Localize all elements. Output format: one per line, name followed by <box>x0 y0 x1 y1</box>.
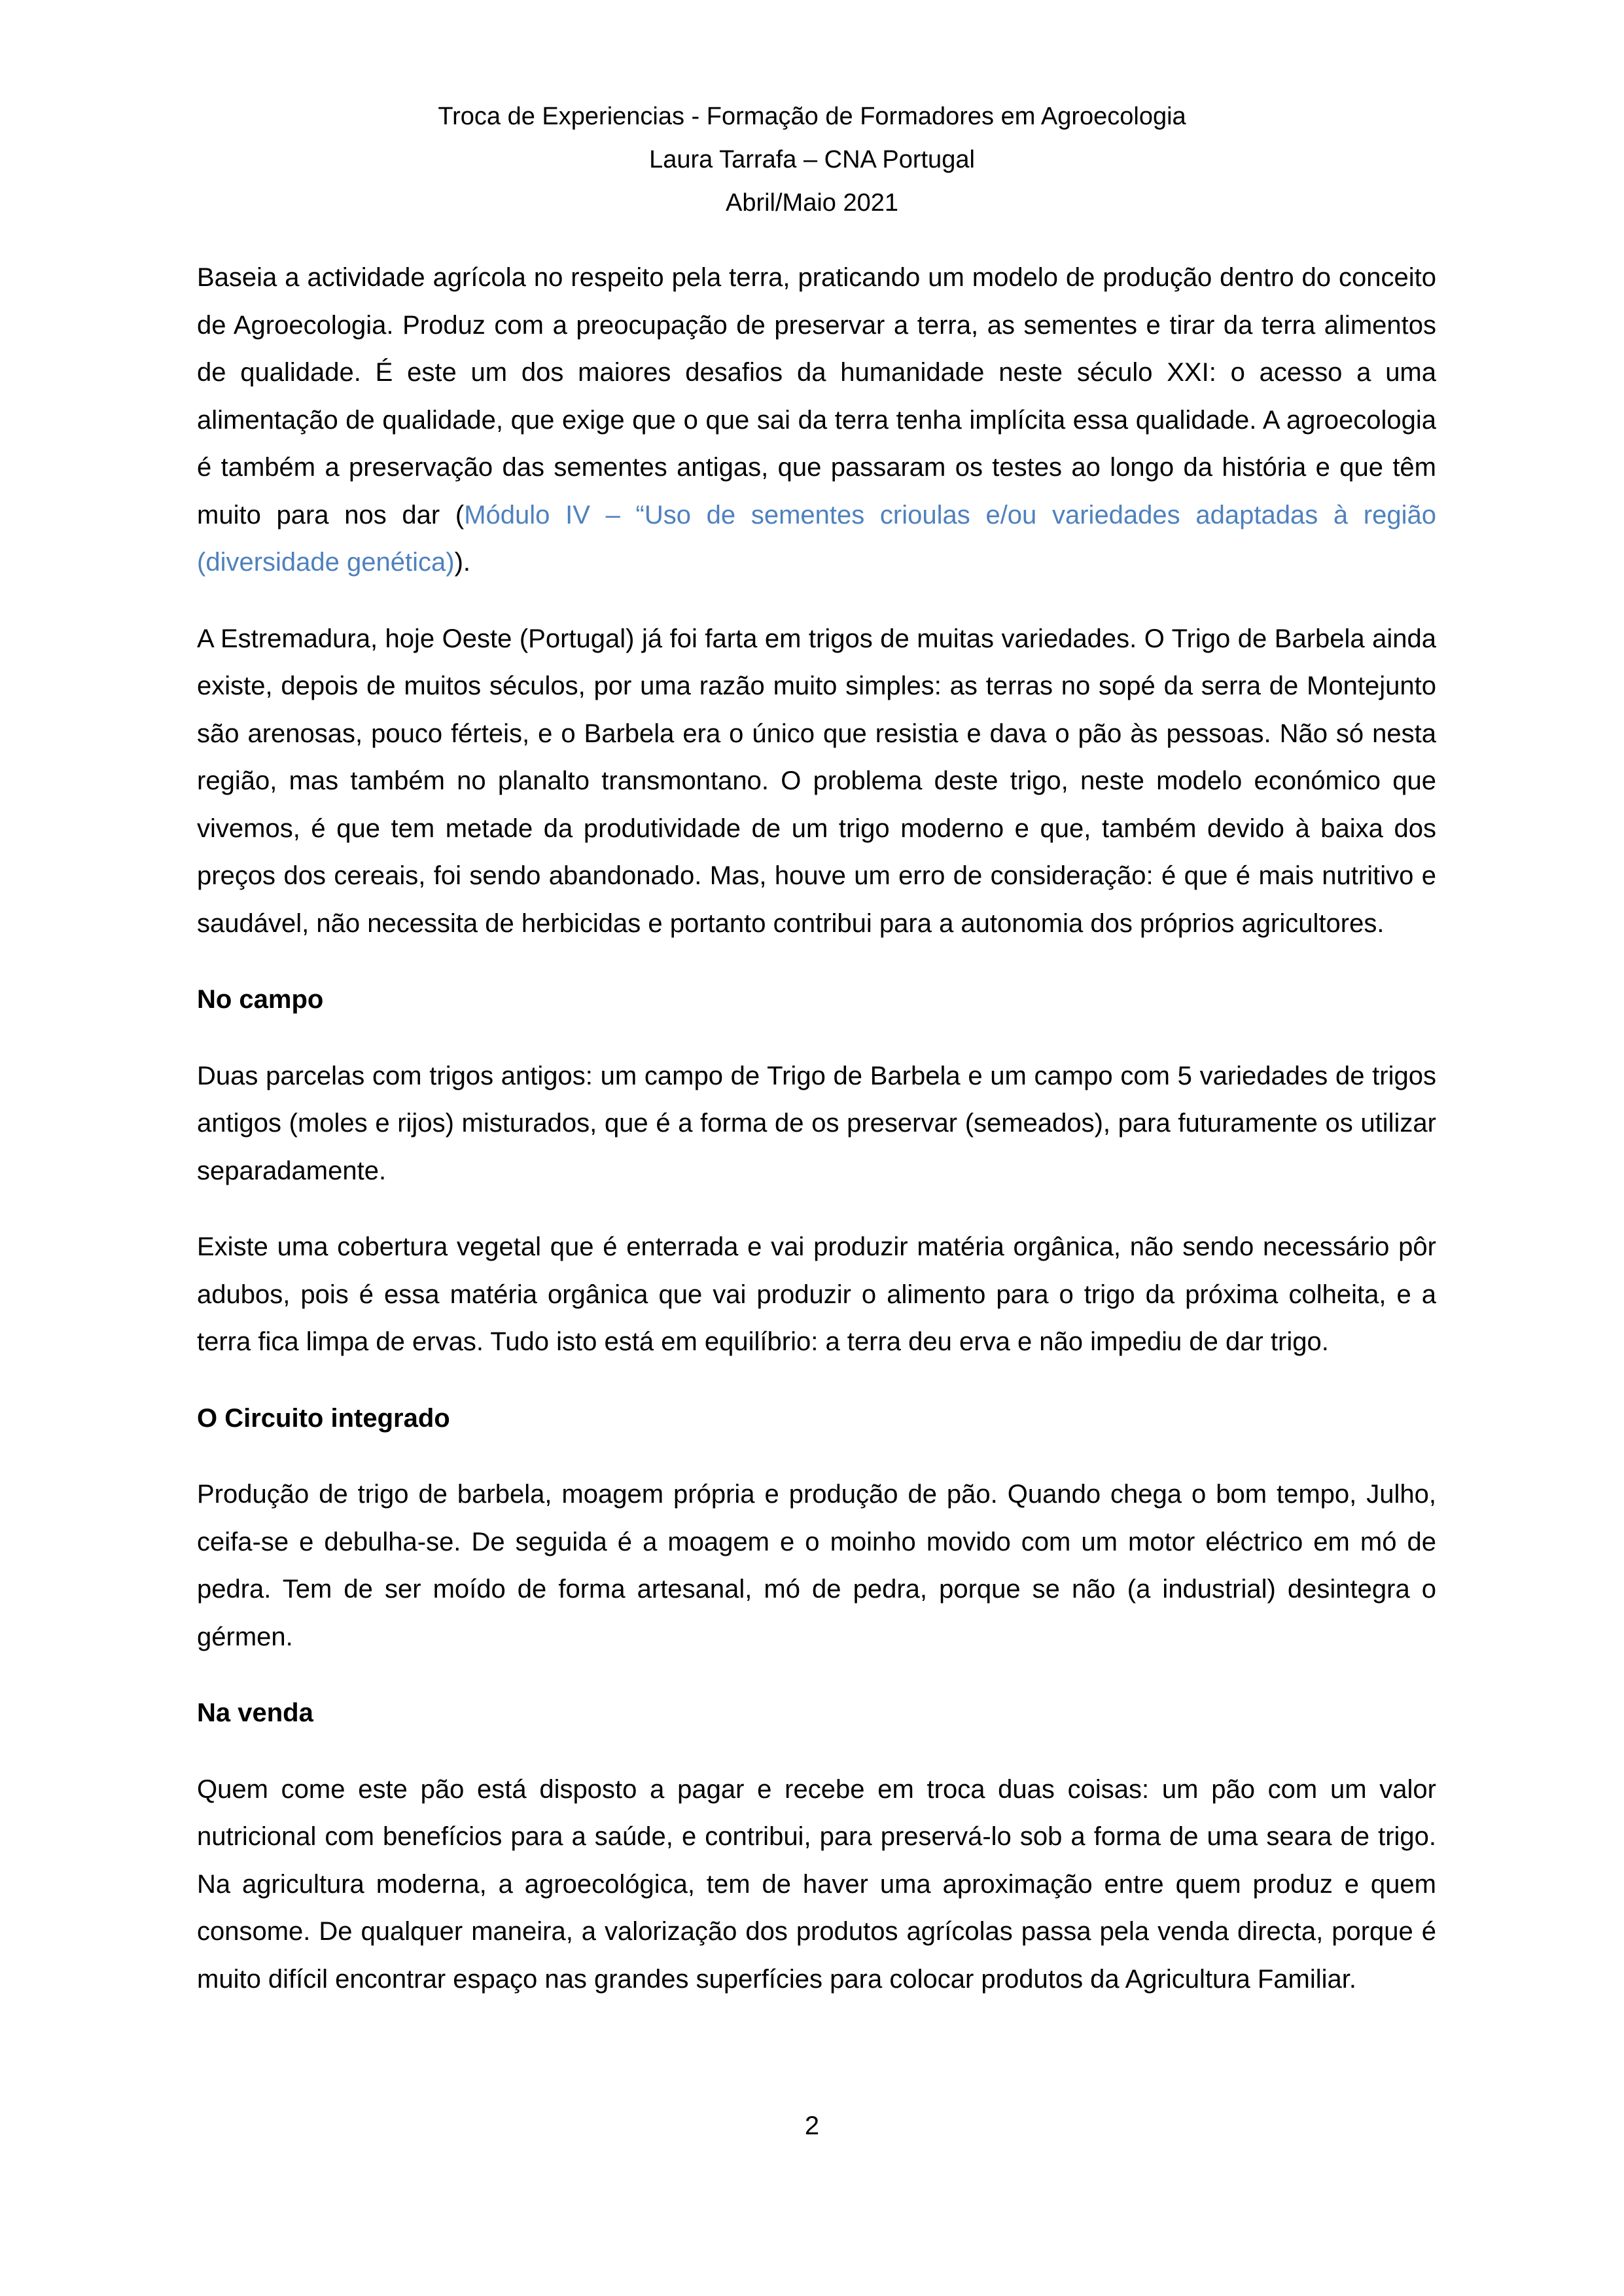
module-link[interactable]: Módulo IV – “Uso de sementes crioulas e/ou variedades adaptadas à região (diversidade genética) <box>197 500 1436 577</box>
paragraph-intro <box>197 254 1436 586</box>
section-paragraph: Quem come este pão está disposto a pagar e recebe em troca duas coisas: um pão com um valor nutricional com benefícios para a saúde, e contribui, para preservá-lo sob a forma de uma seara de trigo. Na agricultura moderna, a agroecológica, tem de haver uma aproximação entre quem produz e quem consome. De qualquer maneira, a valorização dos produtos agrícolas passa pela venda directa, porque é muito difícil encontrar espaço nas grandes superfícies para colocar produtos da Agricultura Familiar. <box>197 1774 1436 1994</box>
paragraph-intro-text: Baseia a actividade agrícola no respeito pela terra, praticando um modelo de produção dentro do conceito de Agroecologia. Produz com a preocupação de preservar a terra, as sementes e tirar da terra alimentos de qualidade. É este um dos maiores desafios da humanidade neste século XXI: o acesso a uma alimentação de qualidade, que exige que o que sai da terra tenha implícita essa qualidade. A agroecologia é também a preservação das sementes antigas, que passaram os testes ao longo da história e que têm muito para nos dar ( <box>197 263 1436 529</box>
document-date: Abril/Maio 2021 <box>725 189 899 217</box>
page-header <box>0 95 1624 224</box>
section-heading-na-venda: Na venda <box>197 1698 313 1727</box>
section-paragraph: Produção de trigo de barbela, moagem própria e produção de pão. Quando chega o bom tempo, Julho, ceifa-se e debulha-se. De seguida é a moagem e o moinho movido com um motor eléctrico em mó de pedra. Tem de ser moído de forma artesanal, mó de pedra, porque se não (a industrial) desintegra o gérmen. <box>197 1480 1436 1651</box>
section-paragraph: Duas parcelas com trigos antigos: um campo de Trigo de Barbela e um campo com 5 variedades de trigos antigos (moles e rijos) misturados, que é a forma de os preservar (semeados), para futuramente os utilizar separadamente. <box>197 1061 1436 1185</box>
paragraph-intro-end: ). <box>454 548 470 577</box>
document-body <box>197 254 1436 2032</box>
section-heading-circuito-integrado: O Circuito integrado <box>197 1403 450 1433</box>
section-paragraph: Existe uma cobertura vegetal que é enterrada e vai produzir matéria orgânica, não sendo necessário pôr adubos, pois é essa matéria orgânica que vai produzir o alimento para o trigo da próxima colheita, e a terra fica limpa de ervas. Tudo isto está em equilíbrio: a terra deu erva e não impediu de dar trigo. <box>197 1232 1436 1356</box>
document-title: Troca de Experiencias - Formação de Formadores em Agroecologia <box>438 103 1186 130</box>
page-number: 2 <box>804 2111 820 2140</box>
document-author: Laura Tarrafa – CNA Portugal <box>649 146 975 173</box>
section-heading-no-campo: No campo <box>197 985 324 1014</box>
paragraph-estremadura: A Estremadura, hoje Oeste (Portugal) já foi farta em trigos de muitas variedades. O Trigo de Barbela ainda existe, depois de muitos séculos, por uma razão muito simples: as terras no sopé da serra de Montejunto são arenosas, pouco férteis, e o Barbela era o único que resistia e dava o pão às pessoas. Não só nesta região, mas também no planalto transmontano. O problema deste trigo, neste modelo económico que vivemos, é que tem metade da produtividade de um trigo moderno e que, também devido à baixa dos preços dos cereais, foi sendo abandonado. Mas, houve um erro de consideração: é que é mais nutritivo e saudável, não necessita de herbicidas e portanto contribui para a autonomia dos próprios agricultores. <box>197 624 1436 938</box>
